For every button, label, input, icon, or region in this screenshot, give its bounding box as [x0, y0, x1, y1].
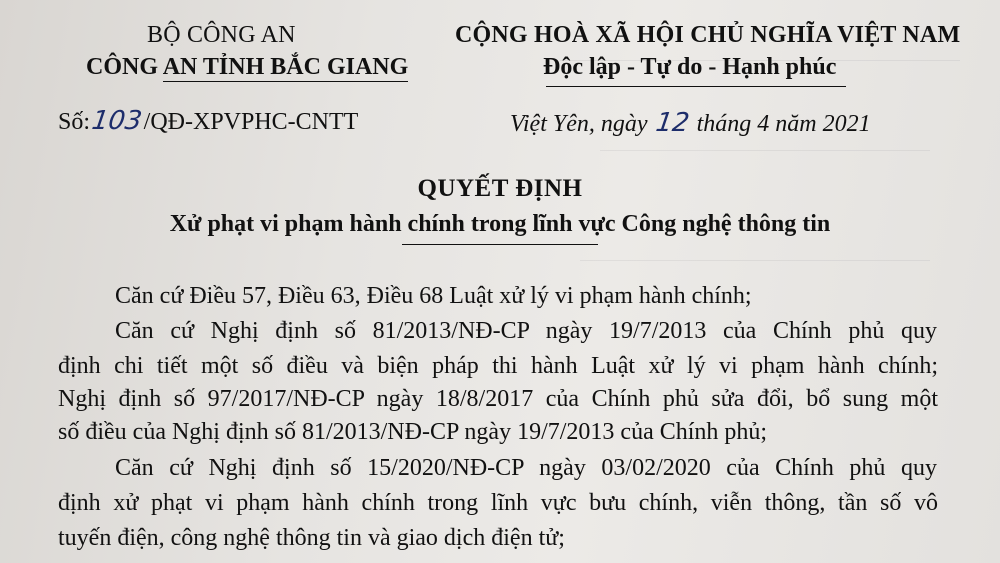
handwritten-number: 103 [89, 106, 144, 136]
department-underlined: AN TỈNH BẮC GIANG [162, 54, 409, 80]
body-line: Căn cứ Điều 57, Điều 63, Điều 68 Luật xử lý vi phạm hành chính; [115, 283, 752, 309]
body-line: định xử phạt vi phạm hành chính trong lĩnh vực bưu chính, viễn thông, tần số vô [58, 490, 938, 516]
country-name: CỘNG HOÀ XÃ HỘI CHỦ NGHĨA VIỆT NAM [455, 22, 961, 48]
docno-suffix: /QĐ-XPVPHC-CNTT [143, 109, 359, 135]
date-line [510, 108, 871, 138]
body-line: định chi tiết một số điều và biện pháp thi hành Luật xử lý vi phạm hành chính; [58, 353, 938, 379]
body-line: Nghị định số 97/2017/NĐ-CP ngày 18/8/2017 của Chính phủ sửa đổi, bổ sung một [58, 386, 938, 412]
motto-underline [546, 86, 846, 87]
document-number [58, 106, 358, 136]
bleed-through-mark [600, 150, 930, 165]
body-line: số điều của Nghị định số 81/2013/NĐ-CP ngày 19/7/2013 của Chính phủ; [58, 419, 768, 445]
document-subtitle: Xử phạt vi phạm hành chính trong lĩnh vực Công nghệ thông tin [169, 211, 831, 237]
national-motto: Độc lập - Tự do - Hạnh phúc [543, 54, 837, 80]
body-line: Căn cứ Nghị định số 81/2013/NĐ-CP ngày 19/7/2013 của Chính phủ quy [115, 318, 937, 344]
body-line: Căn cứ Nghị định số 15/2020/NĐ-CP ngày 03/02/2020 của Chính phủ quy [115, 455, 937, 481]
department-name [86, 54, 408, 81]
date-place: Việt Yên, ngày [510, 111, 648, 137]
docno-prefix: Số: [58, 109, 91, 135]
date-rest: tháng 4 năm 2021 [696, 111, 871, 137]
body-line: tuyến điện, công nghệ thông tin và giao dịch điện tử; [58, 525, 565, 551]
department-prefix: CÔNG [86, 54, 158, 80]
subtitle-underline [402, 244, 598, 245]
ministry-name: BỘ CÔNG AN [147, 22, 296, 48]
handwritten-day: 12 [653, 108, 691, 138]
bleed-through-mark [580, 260, 930, 275]
document-title: QUYẾT ĐỊNH [417, 175, 583, 202]
